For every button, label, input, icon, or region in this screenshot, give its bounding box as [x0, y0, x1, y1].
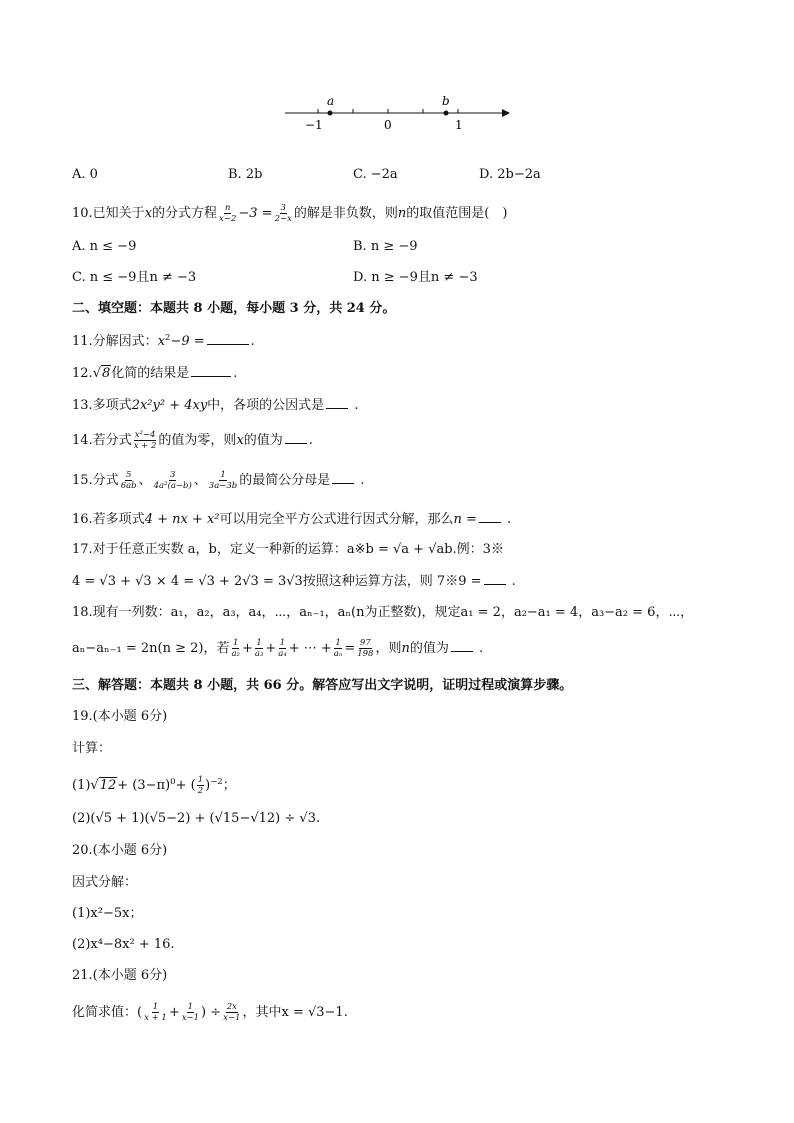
label-b: b: [442, 94, 450, 108]
q15-f3d: 3a−3b: [208, 481, 238, 491]
point-a: [328, 111, 333, 116]
q21-suffix: ，其中x = √3−1.: [242, 1005, 348, 1020]
q14-num: x²−4: [134, 430, 156, 440]
q15: 15.分式 $\frac{5}{6ab}$ 、 $\frac{3}{\text{4a²(a−b)}}$ 、 $\frac{1}{3a-3b}$ 的最简公分母是 .: [72, 470, 365, 491]
q20-instruction: 因式分解：: [72, 875, 138, 890]
q9-option-a: A. 0: [72, 167, 98, 182]
point-b: [444, 111, 449, 116]
label-a: a: [327, 94, 335, 108]
q9-option-d: D. 2b−2a: [479, 167, 541, 182]
section-3-heading: 三、解答题：本题共 8 小题，共 66 分。解答应写出文字说明，证明过程或演算步骤。: [72, 678, 573, 693]
q18-den: a₂: [231, 649, 240, 659]
q19-p1-radicand: 12: [99, 778, 117, 793]
q18-frac-a4: [277, 638, 287, 659]
q10-prefix: 10.已知关于: [72, 206, 145, 221]
q15-sep-1: 、: [138, 473, 152, 488]
q18-den: a₄: [278, 649, 287, 659]
q15-rest: 的最简公分母是: [239, 473, 331, 488]
q14-x: x: [236, 433, 244, 448]
q16-mid: 可以用完全平方公式进行因式分解，那么: [219, 512, 454, 527]
q10-fraction-2: [274, 203, 293, 224]
number-line-figure: [280, 90, 520, 140]
q18-num: 1: [335, 638, 341, 648]
answer-blank: [484, 572, 506, 585]
q14-rest: 的值为: [243, 433, 283, 448]
q20-part-1: (1)x²−5x；: [72, 906, 143, 921]
q21-div: ) ÷: [201, 1005, 222, 1020]
q21-n2: 1: [187, 1002, 194, 1012]
q11-rest: −9 =: [170, 334, 205, 349]
q21-title: 21.(本小题 6分): [72, 968, 168, 983]
q14-fraction: [133, 430, 158, 451]
q21-fraction-3: [222, 1002, 241, 1023]
q15-f2d: 4a²(a−b): [153, 481, 192, 491]
answer-blank: [479, 510, 501, 523]
q12-radicand: 8: [101, 366, 111, 381]
q10-option-b: B. n ≥ −9: [353, 239, 418, 254]
q19-p1-end: ): [205, 778, 211, 793]
q19-p1-mid: + (3−π): [117, 778, 171, 793]
q19-p1-prefix: (1): [72, 778, 91, 793]
q18-eq: =: [344, 641, 356, 656]
q15-f2n: 3: [169, 470, 176, 480]
q11: 11.分解因式：$x^2-9$ = .: [72, 333, 255, 349]
q21-n1: 1: [152, 1002, 159, 1012]
q10-minus3: −3 =: [238, 206, 273, 221]
q18-result-num: 97: [359, 638, 371, 648]
q18-dots: + ⋯ +: [288, 641, 332, 656]
q10-var-n: n: [397, 206, 407, 221]
q11-prefix: 11.分解因式：: [72, 334, 158, 349]
q14-den: x + 2: [133, 441, 157, 451]
q13: 13.多项式2x²y² + 4xy中，各项的公因式是 .: [72, 398, 359, 413]
answer-blank: [326, 396, 348, 409]
sqrt-icon: √: [92, 366, 101, 381]
q18-line-2: aₙ−aₙ₋₁ = 2n(n ≥ 2)，若 $\frac{1}{\text{a₂}}$ + $\frac{1}{\text{a₃}}$ + $\frac{1}{\text{a₄}}$ + ⋯ + $\frac{1}{\text{aₙ}}$ = $\frac{97}{198}$ ，则n的值为 .: [72, 638, 484, 659]
q14-prefix: 14.若分式: [72, 433, 132, 448]
q18-line-1: 18.现有一列数：a₁，a₂，a₃，a₄，⋯，aₙ₋₁，aₙ(n为正整数)，规定a₁ = 2，a₂−a₁ = 4，a₃−a₂ = 6，⋯，: [72, 605, 694, 620]
answer-blank: [207, 332, 249, 345]
q21-prefix: 化简求值：(: [72, 1005, 143, 1020]
q19-p1-plus: + (: [175, 778, 196, 793]
q10-frac2-den: 2−x: [274, 214, 292, 224]
section-2-heading: 二、填空题：本题共 8 小题，每小题 3 分，共 24 分。: [72, 301, 396, 316]
q10-end: 的取值范围是( ): [406, 206, 508, 221]
q21-d3: x−1: [223, 1013, 241, 1023]
tick-label-neg1: −1: [305, 118, 323, 132]
q21-n3: 2x: [226, 1002, 237, 1012]
q18-num: 1: [279, 638, 286, 648]
q18-plus: +: [241, 641, 253, 656]
q18-den: aₙ: [333, 649, 343, 659]
q12: 12.√8化简的结果是 .: [72, 366, 238, 381]
answer-blank: [451, 639, 473, 652]
answer-blank: [285, 431, 307, 444]
q18-prefix: aₙ−aₙ₋₁ = 2n(n ≥ 2)，若: [72, 641, 230, 656]
q19-p1-sup: 0: [170, 777, 176, 787]
q15-fraction-2: [153, 470, 193, 491]
q17-line-2: 4 = √3 + √3 × 4 = √3 + 2√3 = 3√3按照这种运算方法，则 7※9 = .: [72, 574, 516, 589]
q15-f3n: 1: [220, 470, 226, 480]
q15-f1n: 5: [125, 470, 132, 480]
q10-mid: 的分式方程: [152, 206, 218, 221]
q20-title: 20.(本小题 6分): [72, 843, 168, 858]
q11-sup: 2: [165, 333, 171, 343]
q19-p1-fd: 2: [197, 786, 204, 796]
q18-num: 1: [256, 638, 262, 648]
q19-p1-fn: 1: [197, 775, 204, 785]
q19-p1-fraction: [197, 775, 204, 796]
q18-frac-result: [356, 638, 374, 659]
q21-plus: +: [168, 1005, 180, 1020]
q11-expr: x: [157, 334, 166, 349]
q19-part-2: (2)(√5 + 1)(√5−2) + (√15−√12) ÷ √3.: [72, 811, 321, 826]
q9-option-b: B. 2b: [228, 167, 263, 182]
q21-fraction-2: [181, 1002, 200, 1023]
sqrt-icon: √: [90, 778, 99, 793]
q15-sep-2: 、: [193, 473, 207, 488]
q13-rest: 中，各项的公因式是: [207, 398, 325, 413]
q19-p1-semi: ；: [222, 778, 236, 793]
q17-line-1: 17.对于任意正实数 a，b，定义一种新的运算：a※b = √a + √ab.例：3※: [72, 542, 504, 557]
q15-fraction-1: [120, 470, 138, 491]
q18-frac-a3: [254, 638, 264, 659]
answer-blank: [191, 364, 231, 377]
q21-d1: x + 1: [144, 1013, 167, 1023]
q9-option-c: C. −2a: [353, 167, 398, 182]
q17-line-2-text: 4 = √3 + √3 × 4 = √3 + 2√3 = 3√3按照这种运算方法，则 7※9 =: [72, 574, 482, 589]
q10-frac2-num: 3: [280, 203, 286, 213]
q20-part-2: (2)x⁴−8x² + 16.: [72, 937, 175, 952]
q18-end: 的值为: [409, 641, 449, 656]
q19-part-1: [72, 775, 236, 796]
q12-rest: 化简的结果是: [111, 366, 190, 381]
q15-f1d: 6ab: [120, 481, 137, 491]
q15-prefix: 15.分式: [72, 473, 119, 488]
q10-frac1-den: x−2: [219, 214, 237, 224]
q21-fraction-1: [143, 1002, 168, 1023]
q14: 14.若分式 $\frac{\text{x²−4}}{x + 2}$ 的值为零，则x的值为 .: [72, 430, 313, 451]
tick-label-1: 1: [455, 118, 463, 132]
q10-option-d: D. n ≥ −9且n ≠ −3: [353, 270, 478, 285]
q10-stem: [72, 203, 507, 224]
q16-expr: 4 + nx + x²: [144, 512, 220, 527]
q19-instruction: 计算：: [72, 741, 112, 756]
q16: [72, 510, 511, 529]
tick-label-0: 0: [384, 118, 392, 132]
q18-suffix: ，则: [375, 641, 402, 656]
q16-prefix: 16.若多项式: [72, 512, 145, 527]
q15-fraction-3: [208, 470, 238, 491]
q19-p1-sup2: −2: [210, 777, 223, 787]
q10-option-a: A. n ≤ −9: [72, 239, 137, 254]
answer-blank: [332, 471, 354, 484]
q21-d2: x−1: [181, 1013, 200, 1023]
q18-result-den: 198: [357, 649, 374, 659]
q10-fraction-1: [218, 203, 237, 224]
q10-var-x: x: [144, 206, 153, 221]
q18-frac-an: [333, 638, 344, 659]
q19-title: 19.(本小题 6分): [72, 709, 168, 724]
q18-frac-a2: [230, 638, 240, 659]
q13-prefix: 13.多项式: [72, 398, 132, 413]
q10-suffix: 的解是非负数，则: [293, 206, 398, 221]
q16-n: n =: [453, 512, 477, 527]
q10-option-c: C. n ≤ −9且n ≠ −3: [72, 270, 197, 285]
q12-prefix: 12.: [72, 366, 93, 381]
number-line-arrow: [502, 109, 510, 117]
q13-expr: 2x²y² + 4xy: [131, 398, 208, 413]
q18-den: a₃: [254, 649, 264, 659]
q14-mid: 的值为零，则: [158, 433, 237, 448]
q10-frac1-num: n: [224, 203, 231, 213]
q18-n: n: [401, 641, 410, 656]
q21-body: [72, 1002, 348, 1023]
q18-num: 1: [233, 638, 239, 648]
q18-plus: +: [265, 641, 277, 656]
q16-end: .: [507, 512, 512, 527]
